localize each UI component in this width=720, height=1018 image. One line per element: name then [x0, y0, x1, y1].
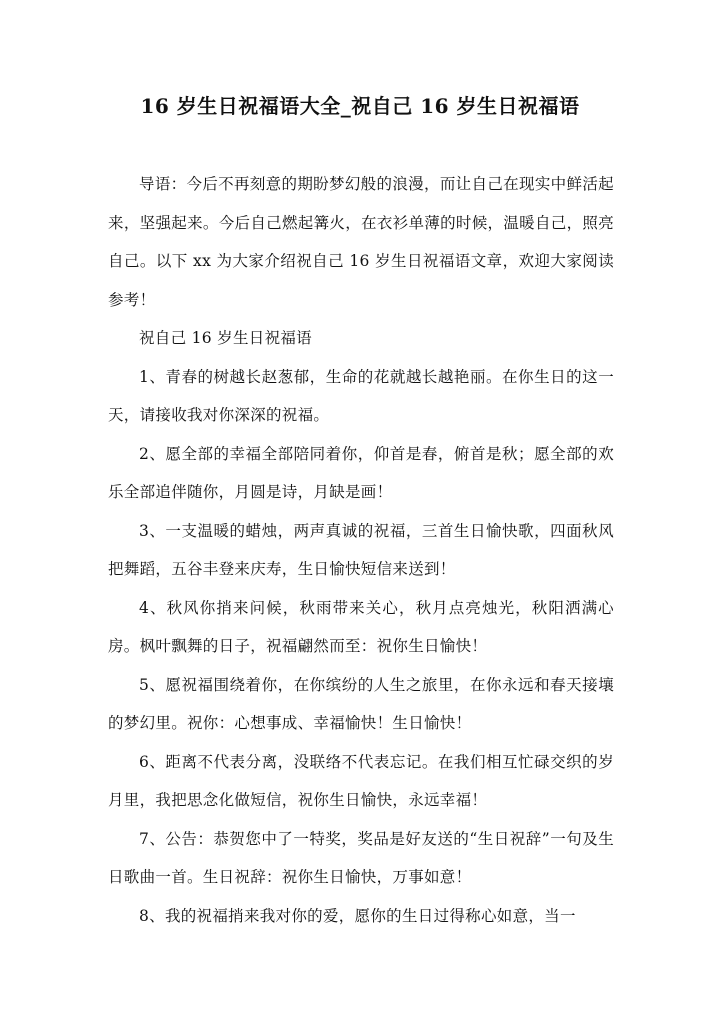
document-body	[108, 165, 614, 935]
list-item-7: 7、公告：恭贺您中了一特奖，奖品是好友送的“生日祝辞”一句及生日歌曲一首。生日祝辞：祝你生日愉快，万事如意！	[108, 829, 614, 886]
list-item-8: 8、我的祝福捎来我对你的爱，愿你的生日过得称心如意，当一	[139, 906, 576, 925]
list-item-6: 6、距离不代表分离，没联络不代表忘记。在我们相互忙碌交织的岁月里，我把思念化做短信，祝你生日愉快，永远幸福！	[108, 752, 614, 809]
page-title: 16 岁生日祝福语大全_祝自己 16 岁生日祝福语	[140, 94, 580, 118]
list-item-3: 3、一支温暖的蜡烛，两声真诚的祝福，三首生日愉快歌，四面秋风把舞蹈，五谷丰登来庆寿，生日愉快短信来送到！	[108, 521, 614, 578]
section-heading: 祝自己 16 岁生日祝福语	[139, 329, 312, 347]
intro-paragraph: 导语：今后不再刻意的期盼梦幻般的浪漫，而让自己在现实中鲜活起来，坚强起来。今后自己燃起篝火，在衣衫单薄的时候，温暖自己，照亮自己。以下 xx 为大家介绍祝自己 16 岁生日祝福语文章，欢迎大家阅读参考！	[108, 175, 614, 309]
list-item-2: 2、愿全部的幸福全部陪同着你，仰首是春，俯首是秋；愿全部的欢乐全部追伴随你，月圆是诗，月缺是画！	[108, 444, 614, 501]
list-item-5: 5、愿祝福围绕着你，在你缤纷的人生之旅里，在你永远和春天接壤的梦幻里。祝你：心想事成、幸福愉快！生日愉快！	[108, 675, 614, 732]
list-item-4: 4、秋风你捎来问候，秋雨带来关心，秋月点亮烛光，秋阳洒满心房。枫叶飘舞的日子，祝福翩然而至：祝你生日愉快！	[108, 598, 614, 655]
list-item-1: 1、青春的树越长赵葱郁，生命的花就越长越艳丽。在你生日的这一天，请接收我对你深深的祝福。	[108, 367, 614, 424]
